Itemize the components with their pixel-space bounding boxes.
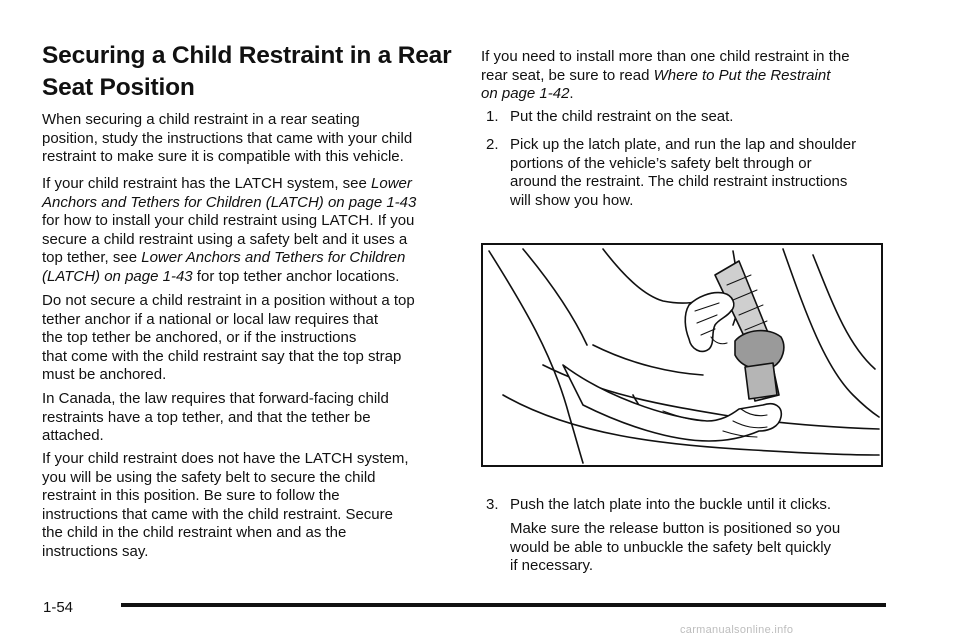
- page-number: 1-54: [43, 599, 74, 616]
- paragraph-multiple-restraints: If you need to install more than one child restraint in the rear seat, be sure to read Where to Put the Restraint on page 1-42.: [481, 48, 850, 103]
- cross-reference-link: (LATCH) on page 1-43: [42, 267, 193, 285]
- cross-reference-link: Where to Put the Restraint: [653, 66, 831, 84]
- step-number: 1.: [486, 108, 499, 125]
- seat-edge-right: [783, 249, 879, 417]
- section-title: [42, 40, 452, 104]
- step-3-note: Make sure the release button is positioned so you would be able to unbuckle the safety belt quickly if necessary.: [510, 520, 841, 575]
- paragraph-latch: If your child restraint has the LATCH system, see Lower Anchors and Tethers for Children (LATCH) on page 1-43 for how to install your child restraint using LATCH. If you secure a child restraint using a safety belt and it uses a top tether, see Lower Anchors and Tethers for Children (LATCH) on page 1-43 for top tether anchor locations.: [42, 175, 417, 285]
- step-number: 2.: [486, 136, 499, 153]
- cross-reference-link: Lower: [371, 175, 412, 192]
- step-2-text: Pick up the latch plate, and run the lap and shoulder portions of the vehicle’s safety belt through or around the restraint. The child restraint instructions will show you how.: [510, 136, 857, 209]
- cross-reference-link: Anchors and Tethers for Children (LATCH) on page 1-43: [42, 193, 417, 211]
- cross-reference-link: on page 1-42: [481, 85, 570, 103]
- illustration-seat-belt-latch: [481, 243, 883, 467]
- paragraph-canada: In Canada, the law requires that forward-facing child restraints have a top tether, and that the tether be attached.: [42, 390, 389, 445]
- step-3-text: Push the latch plate into the buckle until it clicks.: [510, 496, 832, 513]
- seat-edge-left-inner: [523, 249, 587, 345]
- step-1-text: Put the child restraint on the seat.: [510, 108, 734, 125]
- seat-edge-left: [489, 251, 583, 463]
- cross-reference-link: Lower Anchors and Tethers for Children: [141, 249, 406, 267]
- paragraph-top-tether: Do not secure a child restraint in a position without a top tether anchor if a national or local law requires that the top tether be anchored, or if the instructions that come with the child restraint say that the top strap must be anchored.: [42, 292, 415, 384]
- seat-crease: [593, 345, 703, 375]
- paragraph-no-latch: If your child restraint does not have the LATCH system, you will be using the safety belt to secure the child restraint in this position. Be sure to follow the instructions that came with the child restraint. Secure the child in the child restraint when and as the instructions say.: [42, 450, 409, 560]
- seat-back-top: [603, 249, 715, 303]
- paragraph-intro: When securing a child restraint in a rear seating position, study the instructions that came with your child restraint to make sure it is compatible with this vehicle.: [42, 111, 413, 166]
- buckle: [745, 363, 777, 399]
- seat-edge-right-inner: [813, 255, 875, 369]
- latch-plate: [735, 331, 784, 370]
- footer-rule: [121, 603, 886, 607]
- title-line-1: Securing a Child Restraint in a Rear: [42, 42, 452, 69]
- seat-belt-illustration: [483, 245, 881, 465]
- watermark: carmanualsonline.info: [680, 624, 794, 636]
- step-number: 3.: [486, 496, 499, 513]
- title-line-2: Seat Position: [42, 74, 195, 101]
